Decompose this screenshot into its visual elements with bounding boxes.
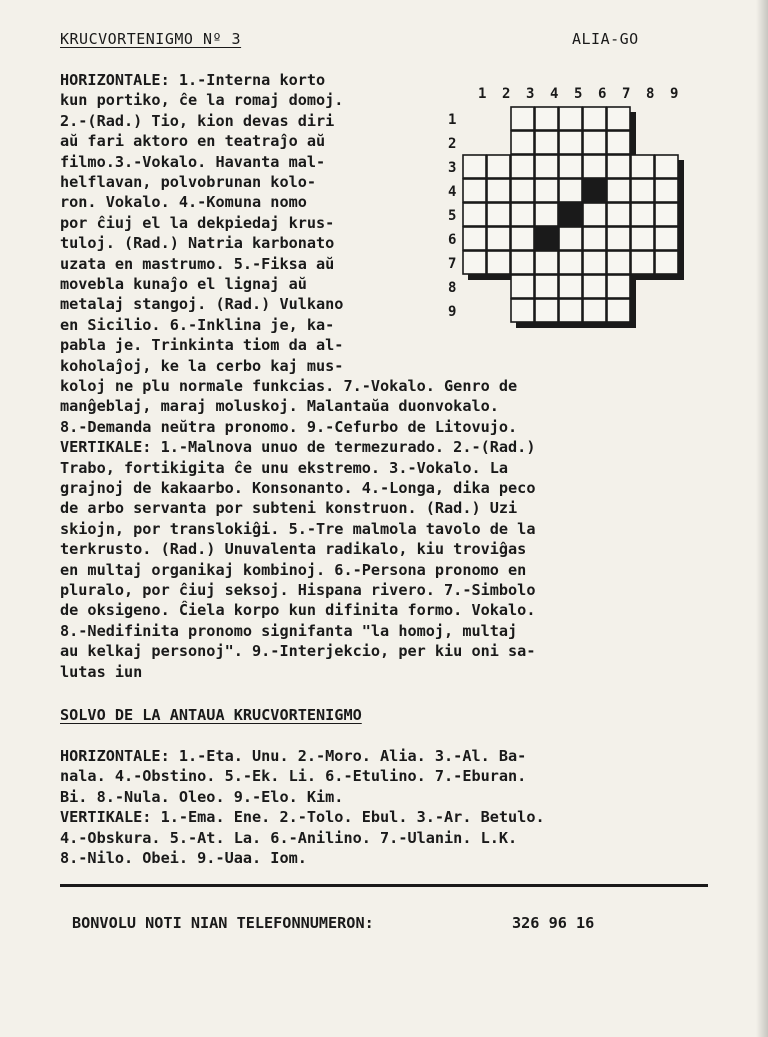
grid-cell[interactable]: [511, 107, 534, 130]
grid-cell[interactable]: [631, 155, 654, 178]
grid-cell[interactable]: [511, 299, 534, 322]
grid-row-number: 1: [448, 112, 457, 128]
clue-line: 2.-(Rad.) Tio, kion devas diri: [60, 111, 335, 130]
grid-row-number: 2: [448, 136, 457, 152]
crossword-grid-area: [448, 86, 708, 346]
grid-cell[interactable]: [655, 203, 678, 226]
grid-cell[interactable]: [535, 203, 558, 226]
solution-text: [60, 746, 730, 868]
grid-col-number: 3: [526, 86, 535, 102]
clue-line: manĝeblaj, maraj moluskoj. Malantaŭa duonvokalo.: [60, 397, 499, 416]
grid-cell[interactable]: [559, 299, 582, 322]
grid-cell[interactable]: [583, 107, 606, 130]
grid-cell[interactable]: [583, 299, 606, 322]
grid-cell[interactable]: [583, 203, 606, 226]
clue-line: ron. Vokalo. 4.-Komuna nomo: [60, 193, 307, 212]
grid-black-cell: [583, 179, 606, 202]
grid-col-number: 7: [622, 86, 631, 102]
grid-cell[interactable]: [511, 227, 534, 250]
clue-line: de arbo servanta por subteni konstruon. (Rad.) Uzi: [60, 499, 518, 518]
clue-line: metalaj stangoj. (Rad.) Vulkano: [60, 295, 344, 314]
grid-cell[interactable]: [535, 179, 558, 202]
grid-cell[interactable]: [511, 275, 534, 298]
grid-cell[interactable]: [487, 179, 510, 202]
clue-line: HORIZONTALE: 1.-Interna korto: [60, 71, 326, 89]
grid-cell[interactable]: [607, 107, 630, 130]
grid-cell[interactable]: [631, 227, 654, 250]
clue-line: tuloj. (Rad.) Natria karbonato: [60, 234, 335, 253]
grid-cell[interactable]: [535, 299, 558, 322]
grid-cell[interactable]: [607, 203, 630, 226]
clue-line: por ĉiuj el la dekpiedaj krus-: [60, 213, 335, 232]
page-edge-shadow: [756, 0, 768, 1037]
clue-line: en multaj organikaj kombinoj. 6.-Persona pronomo en: [60, 560, 527, 579]
clue-line: aŭ fari aktoro en teatraĵo aŭ: [60, 132, 326, 151]
grid-cell[interactable]: [631, 179, 654, 202]
grid-col-number: 6: [598, 86, 607, 102]
grid-cell[interactable]: [487, 251, 510, 274]
grid-cell[interactable]: [631, 251, 654, 274]
grid-row-number: 3: [448, 160, 457, 176]
clue-line: grajnoj de kakaarbo. Konsonanto. 4.-Longa, dika peco: [60, 479, 536, 498]
grid-row-number: 8: [448, 280, 457, 296]
grid-cell[interactable]: [655, 251, 678, 274]
grid-cell[interactable]: [463, 203, 486, 226]
grid-cell[interactable]: [655, 179, 678, 202]
clue-line: koholaĵoj, ke la cerbo kaj mus-: [60, 356, 344, 375]
grid-cell[interactable]: [559, 227, 582, 250]
grid-cell[interactable]: [559, 251, 582, 274]
clue-line: de oksigeno. Ĉiela korpo kun difinita formo. Vokalo.: [60, 601, 536, 620]
grid-cell[interactable]: [607, 179, 630, 202]
grid-cell[interactable]: [487, 203, 510, 226]
grid-cell[interactable]: [607, 251, 630, 274]
crossword-grid: [462, 106, 702, 344]
clue-line: lutas iun: [60, 662, 143, 681]
grid-cell[interactable]: [559, 179, 582, 202]
grid-cell[interactable]: [559, 155, 582, 178]
clue-line: 8.-Demanda neŭtra pronomo. 9.-Cefurbo de Litovujo.: [60, 417, 518, 436]
grid-cell[interactable]: [463, 179, 486, 202]
grid-cell[interactable]: [607, 275, 630, 298]
grid-cell[interactable]: [487, 227, 510, 250]
solution-title: SOLVO DE LA ANTAUA KRUCVORTENIGMO: [60, 706, 362, 724]
grid-cell[interactable]: [583, 155, 606, 178]
grid-cell[interactable]: [583, 131, 606, 154]
grid-cell[interactable]: [487, 155, 510, 178]
grid-black-cell: [559, 203, 582, 226]
grid-row-number: 4: [448, 184, 457, 200]
solution-line: nala. 4.-Obstino. 5.-Ek. Li. 6.-Etulino. 7.-Eburan.: [60, 767, 527, 786]
grid-cell[interactable]: [511, 155, 534, 178]
grid-row-number: 7: [448, 256, 457, 272]
grid-cell[interactable]: [607, 131, 630, 154]
grid-col-number: 5: [574, 86, 583, 102]
grid-cell[interactable]: [559, 131, 582, 154]
solution-line: HORIZONTALE: 1.-Eta. Unu. 2.-Moro. Alia. 3.-Al. Ba-: [60, 747, 527, 765]
grid-cell[interactable]: [535, 275, 558, 298]
clue-line: movebla kunaĵo el lignaj aŭ: [60, 275, 307, 294]
grid-cell[interactable]: [511, 251, 534, 274]
grid-row-number: 5: [448, 208, 457, 224]
grid-cell[interactable]: [463, 251, 486, 274]
clues-text-left: [60, 70, 460, 376]
grid-cell[interactable]: [511, 203, 534, 226]
grid-col-number: 9: [670, 86, 679, 102]
grid-cell[interactable]: [631, 203, 654, 226]
grid-cell[interactable]: [559, 275, 582, 298]
grid-cell[interactable]: [535, 107, 558, 130]
clue-line: terkrusto. (Rad.) Unuvalenta radikalo, kiu troviĝas: [60, 540, 527, 559]
grid-cell[interactable]: [535, 251, 558, 274]
grid-cell[interactable]: [535, 131, 558, 154]
header-right-label: ALIA-GO: [572, 30, 639, 48]
clue-line: en Sicilio. 6.-Inklina je, ka-: [60, 315, 335, 334]
clue-line: 8.-Nedifinita pronomo signifanta "la homoj, multaj: [60, 621, 518, 640]
clue-line: kun portiko, ĉe la romaj domoj.: [60, 91, 344, 110]
grid-cell[interactable]: [607, 155, 630, 178]
clue-line: filmo.3.-Vokalo. Havanta mal-: [60, 152, 326, 171]
grid-col-number: 1: [478, 86, 487, 102]
grid-cell[interactable]: [511, 179, 534, 202]
phone-label: BONVOLU NOTI NIAN TELEFONNUMERON:: [72, 914, 374, 932]
grid-col-number: 8: [646, 86, 655, 102]
grid-column-numbers: [478, 86, 698, 106]
grid-cell[interactable]: [583, 227, 606, 250]
grid-black-cell: [535, 227, 558, 250]
grid-col-number: 2: [502, 86, 511, 102]
clues-text-full: [60, 376, 720, 682]
grid-cell[interactable]: [607, 227, 630, 250]
phone-number: 326 96 16: [512, 914, 595, 932]
clue-line: pabla je. Trinkinta tiom da al-: [60, 336, 344, 355]
grid-cell[interactable]: [463, 227, 486, 250]
clue-line: helflavan, polvobrunan kolo-: [60, 173, 317, 192]
grid-cell[interactable]: [655, 155, 678, 178]
grid-cell[interactable]: [463, 155, 486, 178]
solution-line: 8.-Nilo. Obei. 9.-Uaa. Iom.: [60, 849, 307, 868]
grid-col-number: 4: [550, 86, 559, 102]
grid-cell[interactable]: [559, 107, 582, 130]
grid-cell[interactable]: [535, 155, 558, 178]
grid-cell[interactable]: [607, 299, 630, 322]
grid-row-number: 9: [448, 304, 457, 320]
page-title: KRUCVORTENIGMO Nº 3: [60, 30, 242, 48]
clue-line: au kelkaj personoj". 9.-Interjekcio, per kiu oni sa-: [60, 642, 536, 661]
grid-cell[interactable]: [583, 251, 606, 274]
grid-cell[interactable]: [583, 275, 606, 298]
grid-cell[interactable]: [655, 227, 678, 250]
divider: [60, 884, 708, 887]
solution-line: Bi. 8.-Nula. Oleo. 9.-Elo. Kim.: [60, 787, 344, 806]
grid-row-number: 6: [448, 232, 457, 248]
grid-cell[interactable]: [511, 131, 534, 154]
clue-line: Trabo, fortikigita ĉe unu ekstremo. 3.-Vokalo. La: [60, 458, 509, 477]
clue-line: koloj ne plu normale funkcias. 7.-Vokalo. Genro de: [60, 377, 518, 395]
solution-line: VERTIKALE: 1.-Ema. Ene. 2.-Tolo. Ebul. 3.-Ar. Betulo.: [60, 808, 545, 827]
clue-line: pluralo, por ĉiuj seksoj. Hispana rivero. 7.-Simbolo: [60, 581, 536, 600]
clue-line: VERTIKALE: 1.-Malnova unuo de termezurado. 2.-(Rad.): [60, 438, 536, 457]
solution-line: 4.-Obskura. 5.-At. La. 6.-Anilino. 7.-Ulanin. L.K.: [60, 828, 518, 847]
clue-line: uzata en mastrumo. 5.-Fiksa aŭ: [60, 254, 335, 273]
clue-line: skiojn, por translokiĝi. 5.-Tre malmola tavolo de la: [60, 519, 536, 538]
